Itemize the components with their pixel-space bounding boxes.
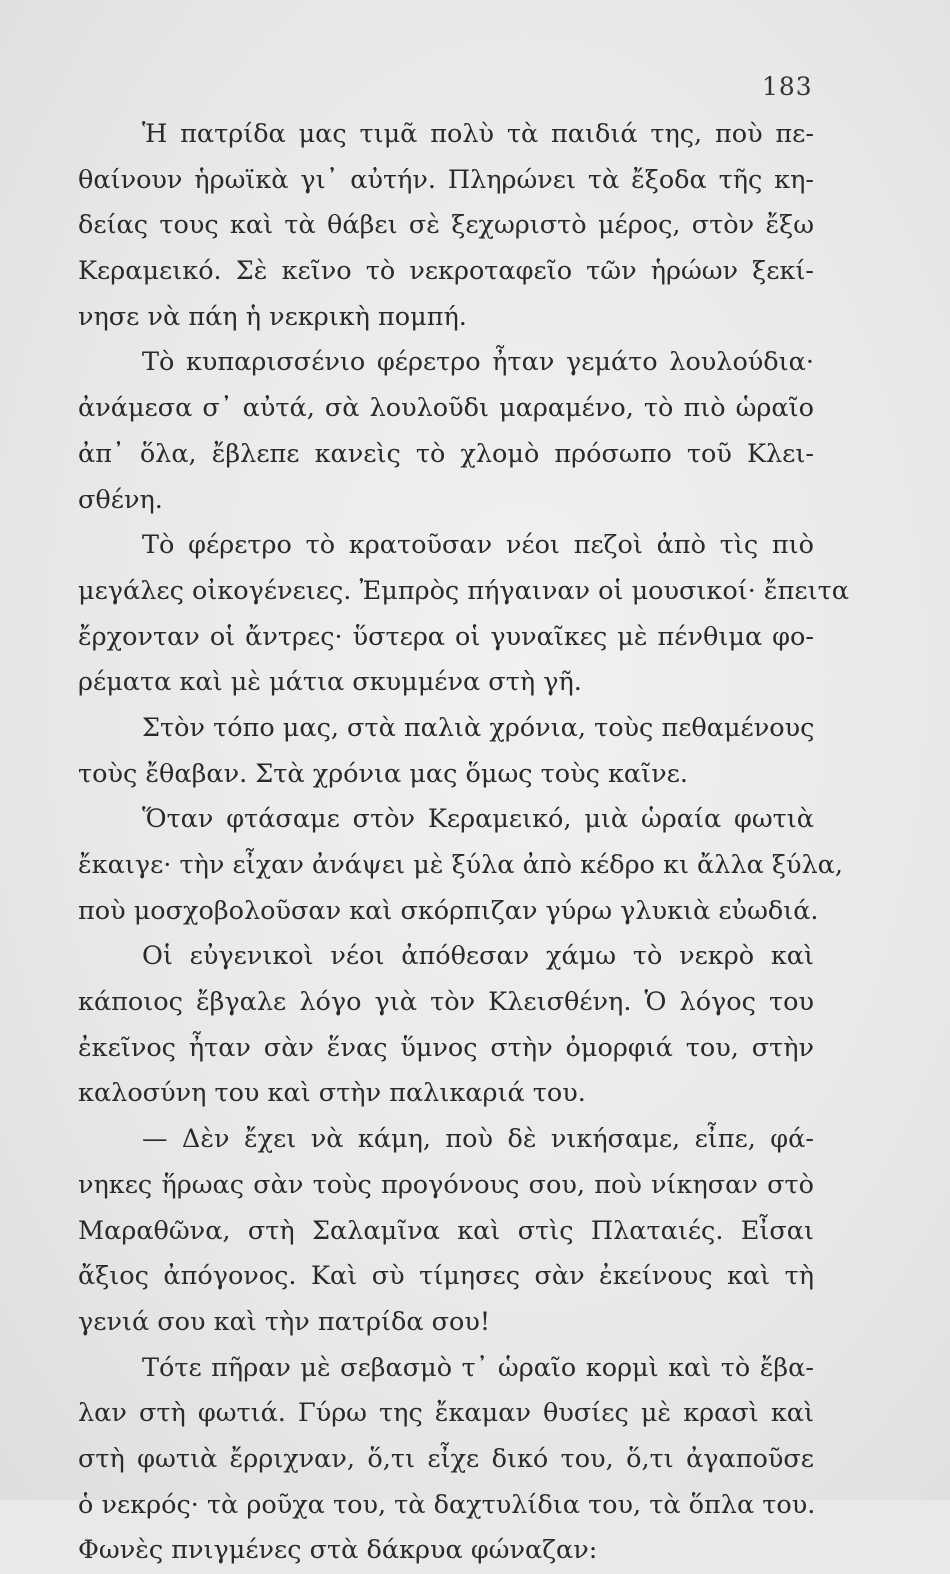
text-line: Τὸ φέρετρο τὸ κρατοῦσαν νέοι πεζοὶ ἀπὸ τὶς πιὸ xyxy=(142,530,814,561)
text-line: νηκες ἥρωας σὰν τοὺς προγόνους σου, ποὺ νίκησαν στὸ xyxy=(78,1169,814,1200)
text-line: Φωνὲς πνιγμένες στὰ δάκρυα φώναζαν: xyxy=(78,1535,598,1566)
text-line: τοὺς ἔθαβαν. Στὰ χρόνια μας ὅμως τοὺς καῖνε. xyxy=(78,758,688,789)
text-line: νησε νὰ πάη ἡ νεκρικὴ πομπή. xyxy=(78,301,467,332)
text-line: δείας τους καὶ τὰ θάβει σὲ ξεχωριστὸ μέρος, στὸν ἔξω xyxy=(78,210,814,241)
text-line: Τὸ κυπαρισσένιο φέρετρο ἦταν γεμάτο λουλούδια· xyxy=(142,347,814,378)
text-line: Οἱ εὐγενικοὶ νέοι ἀπόθεσαν χάμω τὸ νεκρὸ καὶ xyxy=(142,941,814,972)
text-line: ἄξιος ἀπόγονος. Καὶ σὺ τίμησες σὰν ἐκείνους καὶ τὴ xyxy=(78,1261,814,1292)
text-line: ἀπ᾿ ὅλα, ἔβλεπε κανεὶς τὸ χλομὸ πρόσωπο τοῦ Κλει- xyxy=(78,438,814,469)
text-line: Τότε πῆραν μὲ σεβασμὸ τ᾿ ὡραῖο κορμὶ καὶ τὸ ἔβα- xyxy=(142,1352,814,1383)
text-line: Μαραθῶνα, στὴ Σαλαμῖνα καὶ στὶς Πλαταιές. Εἶσαι xyxy=(78,1215,814,1246)
text-line: σθένη. xyxy=(78,484,163,515)
text-line: μεγάλες οἰκογένειες. Ἐμπρὸς πήγαιναν οἱ μουσικοί· ἔπειτα xyxy=(78,575,849,606)
text-line: ἀνάμεσα σ᾿ αὐτά, σὰ λουλοῦδι μαραμένο, τὸ πιὸ ὡραῖο xyxy=(78,393,814,424)
text-line: γενιά σου καὶ τὴν πατρίδα σου! xyxy=(78,1306,491,1337)
text-line: ἔκαιγε· τὴν εἶχαν ἀνάψει μὲ ξύλα ἀπὸ κέδρο κι ἄλλα ξύλα, xyxy=(78,850,843,880)
text-line: Ἡ πατρίδα μας τιμᾶ πολὺ τὰ παιδιά της, ποὺ πε- xyxy=(142,119,814,149)
text-line: ρέματα καὶ μὲ μάτια σκυμμένα στὴ γῆ. xyxy=(78,667,582,698)
text-line: κάποιος ἔβγαλε λόγο γιὰ τὸν Κλεισθένη. Ὁ λόγος του xyxy=(78,987,814,1018)
text-line: ἔρχονταν οἱ ἄντρες· ὕστερα οἱ γυναῖκες μὲ πένθιμα φο- xyxy=(78,621,814,652)
text-line: ὁ νεκρός· τὰ ροῦχα του, τὰ δαχτυλίδια του, τὰ ὅπλα του. xyxy=(78,1489,816,1520)
body-text xyxy=(78,112,849,1574)
text-line: στὴ φωτιὰ ἔρριχναν, ὅ,τι εἶχε δικό του, ὅ,τι ἀγαποῦσε xyxy=(78,1443,814,1474)
page-number: 183 xyxy=(762,72,813,101)
text-line: λαν στὴ φωτιά. Γύρω της ἔκαμαν θυσίες μὲ κρασὶ καὶ xyxy=(78,1398,814,1429)
text-line: καλοσύνη του καὶ στὴν παλικαριά του. xyxy=(78,1078,586,1109)
text-line: ἐκεῖνος ἦταν σὰν ἕνας ὕμνος στὴν ὀμορφιά του, στὴν xyxy=(78,1032,814,1063)
text-line: θαίνουν ἡρωϊκὰ γι᾿ αὐτήν. Πληρώνει τὰ ἔξοδα τῆς κη- xyxy=(78,164,814,195)
text-line: Στὸν τόπο μας, στὰ παλιὰ χρόνια, τοὺς πεθαμένους xyxy=(142,712,815,743)
text-line: Ὅταν φτάσαμε στὸν Κεραμεικό, μιὰ ὡραία φωτιὰ xyxy=(142,804,814,835)
text-line: ποὺ μοσχοβολοῦσαν καὶ σκόρπιζαν γύρω γλυκιὰ εὐωδιά. xyxy=(78,895,819,926)
text-line: — Δὲν ἔχει νὰ κάμη, ποὺ δὲ νικήσαμε, εἶπε, φά- xyxy=(142,1124,814,1155)
text-line: Κεραμεικό. Σὲ κεῖνο τὸ νεκροταφεῖο τῶν ἡρώων ξεκί- xyxy=(78,256,814,287)
